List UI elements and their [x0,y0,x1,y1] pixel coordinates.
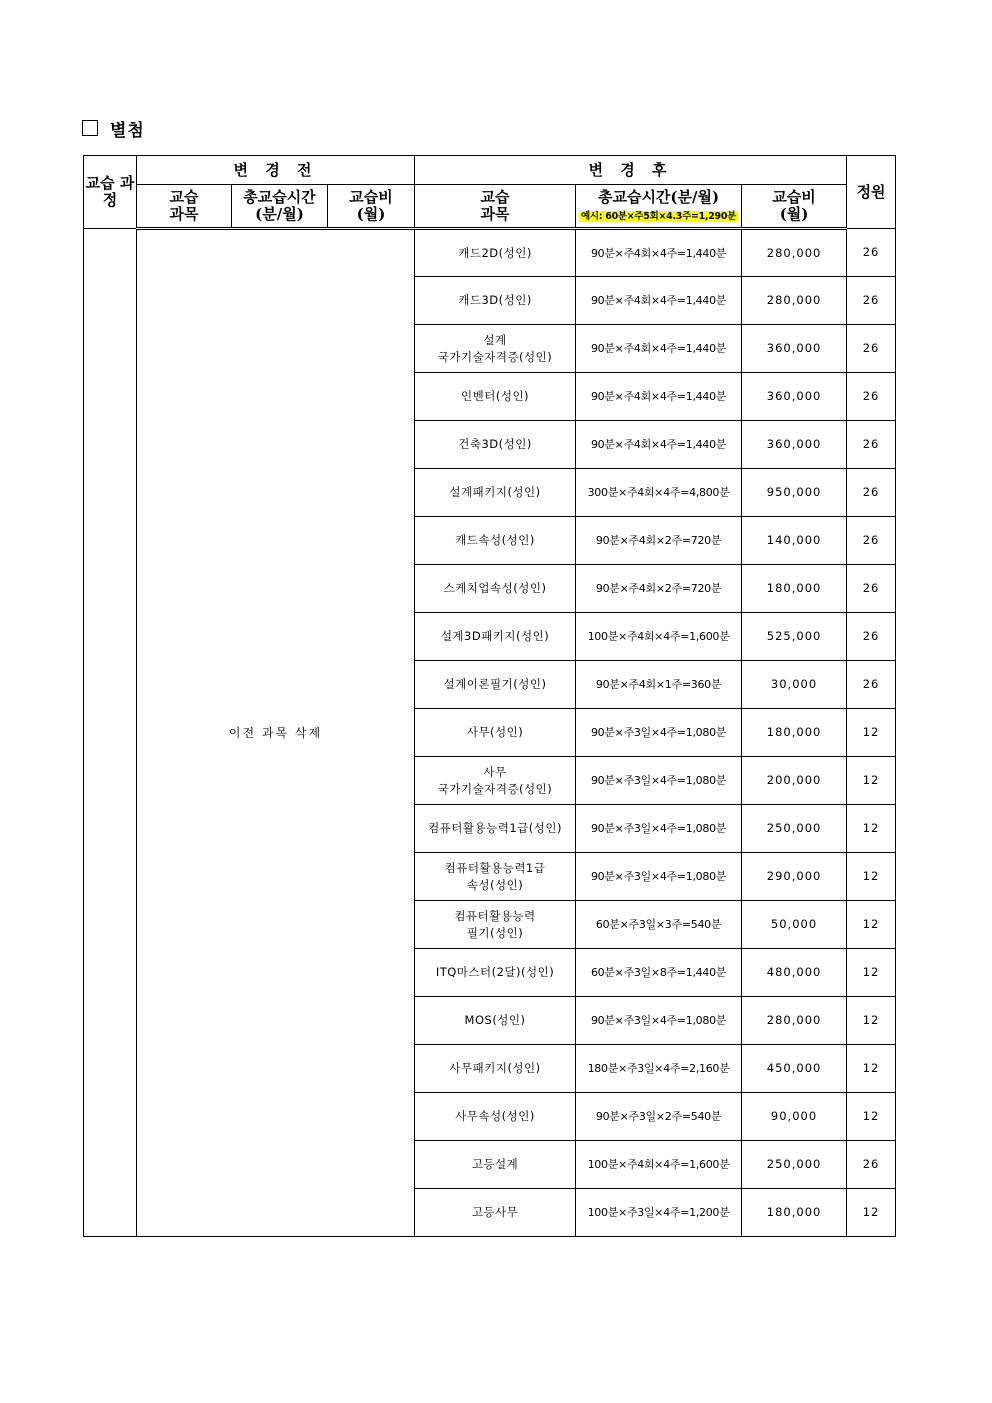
subject-line: 국가기술자격증(성인) [437,781,553,796]
capacity-cell: 12 [847,757,896,805]
total-time-cell: 90분×주4회×2주=720분 [576,517,742,565]
subject-cell [415,709,576,757]
subject-cell [415,517,576,565]
subject-line: 컴퓨터활용능력1급(성인) [428,821,562,835]
header-after-total-time: 총교습시간(분/월) 예시: 60분×주5회×4.3주=1,290분 [576,185,742,229]
capacity-cell: 26 [847,469,896,517]
fee-cell: 180,000 [742,565,847,613]
capacity-cell: 12 [847,1045,896,1093]
subject-cell [415,901,576,949]
attachment-title: 별첨 [110,120,145,141]
fee-cell: 280,000 [742,277,847,325]
subject-line: 필기(성인) [466,925,524,940]
subject-line: 캐드3D(성인) [458,293,532,307]
total-time-cell: 90분×주3일×4주=1,080분 [576,853,742,901]
header-before: 변 경 전 [137,156,415,185]
subject-cell [415,1093,576,1141]
capacity-cell: 26 [847,661,896,709]
capacity-cell: 26 [847,229,896,277]
before-deleted-note: 이전 과목 삭제 [137,229,415,1237]
total-time-cell: 90분×주3일×2주=540분 [576,1093,742,1141]
total-time-cell: 90분×주4회×4주=1,440분 [576,325,742,373]
subject-line: 사무 [483,764,507,779]
fee-cell: 50,000 [742,901,847,949]
subject-line: MOS(성인) [464,1013,526,1027]
subject-line: 속성(성인) [466,877,524,892]
subject-line: 캐드2D(성인) [458,245,532,260]
subject-line: 설계 [483,332,507,347]
subject-line: 컴퓨터활용능력 [454,908,536,923]
fee-cell: 180,000 [742,1189,847,1237]
example-note: 예시: 60분×주5회×4.3주=1,290분 [581,211,737,222]
capacity-cell: 26 [847,613,896,661]
subject-cell [415,421,576,469]
header-after-subject: 교습 과목 [415,185,576,229]
fee-cell: 180,000 [742,709,847,757]
fee-cell: 360,000 [742,373,847,421]
subject-line: 사무(성인) [466,725,524,739]
capacity-cell: 12 [847,997,896,1045]
total-time-cell: 90분×주4회×4주=1,440분 [576,229,742,277]
total-time-cell: 100분×주4회×4주=1,600분 [576,1141,742,1189]
subject-line: 컴퓨터활용능력1급 [444,860,546,875]
total-time-cell: 90분×주4회×4주=1,440분 [576,373,742,421]
fee-cell: 525,000 [742,613,847,661]
capacity-cell: 12 [847,1093,896,1141]
fee-cell: 480,000 [742,949,847,997]
capacity-cell: 12 [847,901,896,949]
fee-cell: 140,000 [742,517,847,565]
fee-cell: 200,000 [742,757,847,805]
header-before-total-time: 총교습시간 (분/월) [232,185,328,229]
fee-cell: 950,000 [742,469,847,517]
subject-line: 건축3D(성인) [458,437,532,451]
header-before-fee: 교습비 (월) [328,185,415,229]
subject-cell [415,805,576,853]
subject-cell [415,997,576,1045]
capacity-cell: 26 [847,1141,896,1189]
capacity-cell: 26 [847,421,896,469]
subject-cell [415,565,576,613]
subject-line: 고등설계 [471,1157,519,1171]
capacity-cell: 26 [847,277,896,325]
capacity-cell: 26 [847,517,896,565]
subject-line: 사무속성(성인) [455,1109,535,1123]
header-after: 변 경 후 [415,156,847,185]
capacity-cell: 12 [847,1189,896,1237]
header-capacity: 정원 [847,156,896,229]
square-box-icon [82,120,98,136]
subject-cell [415,1045,576,1093]
subject-line: 설계이론필기(성인) [443,677,547,691]
total-time-cell: 90분×주3일×4주=1,080분 [576,757,742,805]
total-time-cell: 90분×주4회×1주=360분 [576,661,742,709]
attachment-heading [82,116,145,140]
fee-cell: 280,000 [742,229,847,277]
table-row [84,229,896,277]
subject-line: 국가기술자격증(성인) [437,349,553,364]
subject-cell [415,613,576,661]
capacity-cell: 12 [847,853,896,901]
subject-cell [415,325,576,373]
subject-cell [415,757,576,805]
subject-line: 인벤터(성인) [461,389,530,403]
header-course: 교습 과정 [84,156,137,229]
subject-line: 캐드속성(성인) [455,533,535,547]
total-time-cell: 100분×주4회×4주=1,600분 [576,613,742,661]
total-time-cell: 90분×주3일×4주=1,080분 [576,997,742,1045]
total-time-cell: 100분×주3일×4주=1,200분 [576,1189,742,1237]
fee-cell: 360,000 [742,421,847,469]
capacity-cell: 26 [847,373,896,421]
subject-line: 설계3D패키지(성인) [440,629,550,643]
subject-line: 사무패키지(성인) [449,1061,541,1075]
fee-cell: 450,000 [742,1045,847,1093]
subject-cell [415,949,576,997]
capacity-cell: 12 [847,709,896,757]
subject-cell [415,469,576,517]
subject-line: ITQ마스터(2달)(성인) [435,965,555,979]
total-time-cell: 90분×주3일×4주=1,080분 [576,805,742,853]
capacity-cell: 12 [847,949,896,997]
total-time-cell: 60분×주3일×8주=1,440분 [576,949,742,997]
fee-cell: 280,000 [742,997,847,1045]
subject-line: 설계패키지(성인) [449,485,541,499]
total-time-cell: 90분×주4회×2주=720분 [576,565,742,613]
fee-cell: 290,000 [742,853,847,901]
capacity-cell: 26 [847,565,896,613]
fee-cell: 250,000 [742,1141,847,1189]
header-after-fee: 교습비 (월) [742,185,847,229]
subject-cell [415,277,576,325]
subject-line: 고등사무 [471,1205,519,1219]
total-time-cell: 90분×주3일×4주=1,080분 [576,709,742,757]
capacity-cell: 12 [847,805,896,853]
fee-cell: 250,000 [742,805,847,853]
total-time-cell: 90분×주4회×4주=1,440분 [576,421,742,469]
subject-cell [415,661,576,709]
subject-cell [415,1189,576,1237]
fee-cell: 90,000 [742,1093,847,1141]
total-time-cell: 90분×주4회×4주=1,440분 [576,277,742,325]
fee-cell: 360,000 [742,325,847,373]
total-time-cell: 60분×주3일×3주=540분 [576,901,742,949]
subject-line: 스케치업속성(성인) [443,581,547,595]
total-time-cell: 300분×주4회×4주=4,800분 [576,469,742,517]
capacity-cell: 26 [847,325,896,373]
header-before-subject: 교습 과목 [137,185,232,229]
subject-cell [415,373,576,421]
course-cell [84,229,137,1237]
subject-cell [415,1141,576,1189]
subject-cell [415,229,576,277]
fee-cell: 30,000 [742,661,847,709]
subject-cell [415,853,576,901]
total-time-cell: 180분×주3일×4주=2,160분 [576,1045,742,1093]
fee-change-table [83,155,896,1237]
